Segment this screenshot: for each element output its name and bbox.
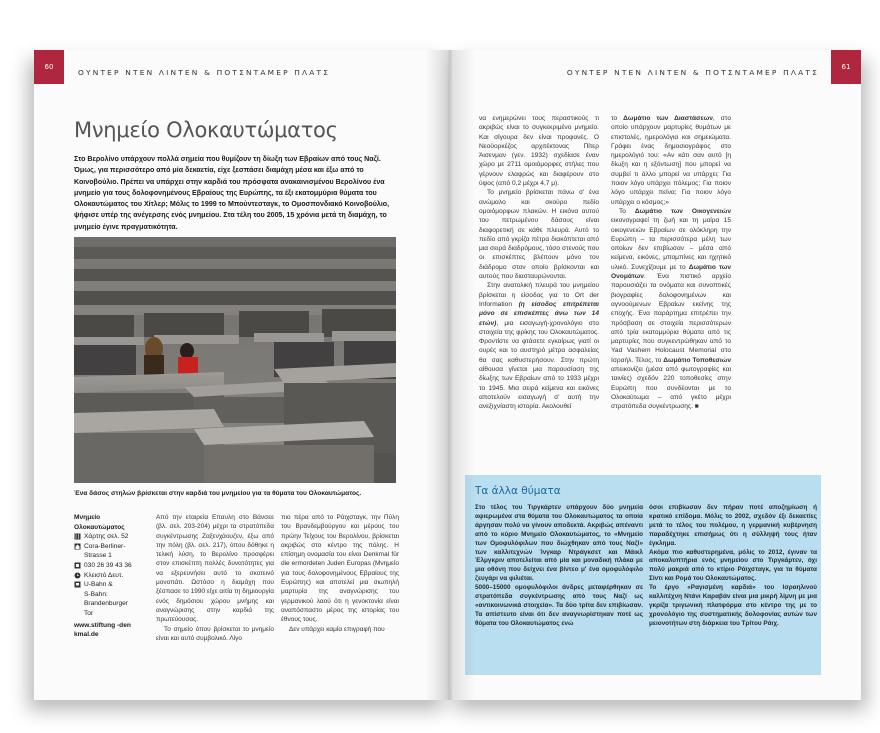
phone-icon xyxy=(74,562,81,569)
photo-caption: Ένα δάσος στηλών βρίσκεται στην καρδιά του μνημείου για τα θύματα του Ολοκαυτώματος. xyxy=(74,490,362,497)
info-address-row xyxy=(74,542,144,561)
right-body-column-2 xyxy=(611,114,731,412)
info-address-line1: Cora-Berliner- xyxy=(84,542,126,550)
box-col2-paragraph-3: Το έργο «Ραγισμένη καρδιά» του Ισραηλινού καλλιτέχνη Ντάνι Καραβάν είναι μια μικρή λίμνη με μια γκρίζα τριγωνική πλατφόρμα στο κέντρο της με το χρονολόγιο της συστηματικής δολοφονίας αυτών των μειονοτήτων στη διάρκεια του Τρίτου Ράιχ. xyxy=(649,584,817,627)
info-closed: Κλειστό Δευτ. xyxy=(84,571,124,579)
room-dimensions: Δωμάτιο των Διαστάσεων xyxy=(623,115,713,122)
info-sidebar xyxy=(74,513,144,640)
box-col1-paragraph-2: 5000–15000 ομοφυλόφιλοι άνδρες μεταφέρθηκαν σε στρατόπεδα συγκέντρωσης από τους Ναζί ως «αντικοινωνικά στοιχεία». Τα δύο τρίτα δεν επιβίωσαν. Τα απίστευτο είναι ότι δεν αναγνωρίστηκαν ποτέ ως θύματα του Ολοκαυτώματος ενώ xyxy=(475,584,643,627)
left-col2-paragraph-1: πιο πέρα από το Ράιχσταγκ, την Πύλη του Βρανδεμβούργου και μέρους του πρώην Τείχους του Βερολίνου, βρίσκεται ακριβώς στο κέντρο της πόλης. Η επίσημη ονομασία του είναι Denkmal für die ermordeten Juden Europas (Μνημείο για τους δολοφονημένους Εβραίους της Ευρώπης) και αποτελεί μια σιωπηλή μαρτυρία της αναγνώρισης του γερμανικού λαού ότι η γενοκτονία είναι αναπόσπαστο μέρος της ιστορίας του έθνους τους. xyxy=(281,514,399,624)
left-page xyxy=(34,50,449,700)
left-body-column-2 xyxy=(281,513,399,634)
info-transport-1: U-Bahn & xyxy=(84,581,113,589)
box-col2-paragraph-2: Ακόμα πιο καθυστερημένα, μόλις το 2012, έγιναν τα αποκαλυπτήρια ενός μνημείου στο Τιργκάρτεν, όχι πολύ μακριά από το κτίριο Ράιχσταγκ, για τα θύματα Σίντι και Ρομά του Ολοκαυτώματος. xyxy=(649,548,817,583)
box-column-1 xyxy=(475,504,643,629)
running-head-right: ΟΥΝΤΕΡ ΝΤΕΝ ΛΙΝΤΕΝ & ΠΟΤΣΝΤΑΜΕΡ ΠΛΑΤΣ xyxy=(566,68,819,77)
article-title: Μνημείο Ολοκαυτώματος xyxy=(74,118,338,142)
room-names: Δωμάτιο των Ονομάτων xyxy=(611,263,731,281)
right-page xyxy=(449,50,861,700)
right-col2-h: . Ένα πιστικό αρχείο παρουσιάζει τα ονόματα και συνοπτικές βιογραφίες δολοφονημένων και αγνοούμενων Εβραίων εκείνης της εποχής. Ένα παράρτημα επιτρέπει την πρόσβαση σε στοιχεία περισσότερων από τρία εκατομμύρια θύματα από τις μαρτυρίες που συγκεντρώθηκαν από το Yad Vashem Holocaust Memorial στο Ισραήλ. Τέλος, το xyxy=(611,273,731,364)
info-website-1: www.stiftung -den xyxy=(74,621,131,629)
right-col1-paragraph-1: να ενημερώνει τους περαστικούς τι ακριβώς είναι το συγκεκριμένο μνημείο. Και σίγουρα δεν είναι προφανές. Ο Νεοϋορκέζος αρχιτέκτονας Πίτερ Άισενμαν (γεν. 1932) σχεδίασε έναν χώρο με 2711 ομοιόμορφες στήλες που γέρνουν ελαφρώς και διαφέρουν στο ύψος (από 0,2 μέχρι 4,7 μ). xyxy=(479,115,599,188)
box-title: Τα άλλα θύματα xyxy=(475,485,561,497)
map-icon xyxy=(74,533,81,540)
room-places: Δωμάτιο Τοποθεσιών xyxy=(663,356,731,364)
right-col2-paragraph-1 xyxy=(611,114,731,207)
info-transport-2: S-Bahn: xyxy=(84,590,108,598)
info-hours-row xyxy=(74,571,144,581)
right-col1-paragraph-2: Το μνημείο βρίσκεται πάνω σ' ένα ανώμαλο και σκούρο πεδίο ομοιόμορφων πλακών. Η εικόνα αυτού του πετρωμένου δάσους είναι διαφορετική σε κάθε πλευρά. Αυτό το πεδίο από γκρίζα πέτρα διακόπτεται από μια σειρά διαδρόμους, τόσο στενούς που οι επισκέπτες βλέπουν μόνο τον διάδρομο στον οποίο βρίσκονται και αυτούς που διασταυρώνονται. xyxy=(479,189,599,281)
running-head-left: ΟΥΝΤΕΡ ΝΤΕΝ ΛΙΝΤΕΝ & ΠΟΤΣΝΤΑΜΕΡ ΠΛΑΤΣ xyxy=(78,68,331,77)
address-icon xyxy=(74,543,81,550)
info-map-ref: Χάρτης σελ. 52 xyxy=(84,533,129,541)
right-col2-c: , στο οποίο υπάρχουν μαρτυρίες θυμάτων με επιστολές, ημερολόγια και σημειώματα. Γράφει ένας δημοσιογράφος στο ημερολόγιό του: «Αν κάτι σαν αυτό [η δίωξη και η εξόντωση] που μπορεί να συμβεί τι άλλο μπορεί να υπάρχει; Για ποιον λόγο υπάρχει πόλεμος; Για ποιον λόγο υπάρχει πείνα; Για ποιον λόγο υπάρχει ο κόσμος;» xyxy=(611,115,731,206)
other-victims-box xyxy=(465,475,821,675)
box-column-2 xyxy=(649,504,817,629)
right-col1-paragraph-3 xyxy=(479,281,599,411)
left-col2-paragraph-2: Δεν υπάρχει καμία επιγραφή που xyxy=(289,625,385,633)
info-phone-row xyxy=(74,561,144,571)
page-number-right: 61 xyxy=(831,50,861,84)
memorial-photo xyxy=(74,237,396,483)
clock-icon xyxy=(74,572,81,579)
room-families: Δωμάτιο των Οικογενειών xyxy=(634,207,731,215)
info-address-line2: Strasse 1 xyxy=(84,552,112,560)
right-col1-p3-rest: , μια εισαγωγή-χρονολόγιο στο στοιχεία της φρίκης του Ολοκαυτώματος. Φροντίστε να φτάσετε εγκαίρως γιατί οι ουρές και το αυστηρό μέτρα ασφαλείας θα σας καθυστερήσουν. Στην πρώτη αίθουσα γίνεται μια παρουσίαση της δίωξης των Εβραίων από το 1933 μέχρι το 1945. Μια σειρά κείμενα και εικόνες αποτελούν εισαγωγή σ' αυτή την ανεξιχνίαστη ιστορία. Ακολουθεί xyxy=(479,319,599,411)
info-website-2: kmal.de xyxy=(74,631,99,639)
info-phone: 030 26 39 43 36 xyxy=(84,561,132,569)
intro-paragraph: Στο Βερολίνο υπάρχουν πολλά σημεία που θυμίζουν τη δίωξη των Εβραίων από τους Ναζί. Όμως, για περισσότερο από μία δεκαετία, είχε ξεσπάσει διαμάχη μέσα και έξω από το Κοινοβούλιο. Πρέπει να υπάρχει στην καρδιά του πρόσφατα ανακαινισμένου Βερολίνου ένα μνημείο για τους δολοφονημένους Εβραίους της Ευρώπης, τα έξι εκατομμύρια θύματα του Ολοκαυτώματος του Χίτλερ; Μόλις το 1999 το Μπούντεσταγκ, το Ομοσπονδιακό Κοινοβούλιο, ψήφισε υπέρ της ανέγερσης ενός μνημείου. Στα τέλη του 2005, 15 χρόνια μετά τη διαμάχη, το μνημείο έγινε πραγματικότητα. xyxy=(74,155,390,231)
right-col2-a: το xyxy=(611,115,624,122)
right-body-column-1 xyxy=(479,114,599,412)
right-col2-j: απεικονίζει (μέσα από φωτογραφίες και ταινίες) σχεδόν 220 τοποθεσίες στην Ευρώπη που συνδέονται με το Ολοκαύτωμα – από γκέτο μέχρι στρατόπεδα συγκέντρωσης. ■ xyxy=(611,366,731,411)
right-col2-d: Το xyxy=(619,207,635,215)
box-col1-paragraph-1: Στο τέλος του Τιργκάρτεν υπάρχουν δύο μνημεία αφιερωμένα στα θύματα του Ολοκαυτώματος τα οποία άργησαν πολύ να γίνουν αποδεκτά. Ακριβώς απέναντι από το κύριο Μνημείο Ολοκαυτώματος, το «Μνημείο των Ομοφυλόφιλων που διώχθηκαν από τους Ναζί» των καλλιτεχνών Ίνγκαρ Ντράγκσετ και Μάικλ Έλμγκριν αποτελείται από μία και μοναδική πλάκα με μια οθόνη που δείχνει ένα βίντεο μ' ένα ομοφυλόφιλο ζευγάρι να φιλιέται. xyxy=(475,504,643,583)
info-transport-row xyxy=(74,580,144,618)
left-col1-paragraph-1: Από την εταιρεία Επαυλη στο Βάνσεε (βλ. σελ. 203-204) μέχρι τα στρατόπεδα συγκέντρωσης Ζαξενχάουζεν, έξω από την πόλη (βλ. σελ. 217), όπου δόθηκε η τελική λύση, το Βερολίνο προσφέρει στον επισκέπτη πολλές δυνατότητες για να εξερευνήσει αυτό το σκοτεινό μονοπάτι. Ωστόσο η διαμάχη που ξέσπασε το 1990 είχε αιτία τη δημιουργία ενός δημόσιου χώρου μνήμης και αναγνώρισης στην καρδιά της πρωτεύουσας. xyxy=(156,514,274,624)
right-col1-p3-text: Στην ανατολική πλευρά του μνημείου βρίσκεται η είσοδος για το Ort der Information xyxy=(479,282,599,308)
info-website xyxy=(74,621,144,640)
info-name: Mνημείο Ολοκαυτώματος xyxy=(74,514,125,531)
left-col1-paragraph-2: Το σημείο όπου βρίσκεται το μνημείο είναι και αυτό συμβολικό. Λίγο xyxy=(156,625,274,642)
info-transport-3: Brandenburger xyxy=(84,600,128,608)
info-transport-4: Tor xyxy=(84,609,94,617)
left-body-column-1 xyxy=(156,513,274,643)
right-col2-paragraph-2 xyxy=(611,207,731,412)
train-icon xyxy=(74,581,81,588)
right-col1-p3-note: (η είσοδος επιτρέπεται μόνο σε επισκέπτες άνω των 14 ετών) xyxy=(479,300,599,327)
info-map-row xyxy=(74,532,144,542)
page-number-left: 60 xyxy=(34,50,64,84)
open-magazine-spread xyxy=(20,40,862,705)
right-col2-f: εικονογραφεί τη ζωή και τη μοίρα 15 οικογενειών Εβραίων σε ολόκληρη την Ευρώπη – τα περισσότερα μέλη των οποίων δεν επιβίωσαν – μέσα από κείμενα, εικόνες, μπομπίνες και ηχητικό υλικό. Συνεχίζουμε με το xyxy=(611,217,731,271)
box-col2-paragraph-1: όσοι επιβίωσαν δεν πήραν ποτέ αποζημίωση ή κρατικό επίδομα. Μόλις το 2002, σχεδόν έξι δεκαετίες μετά το τέλος του πολέμου, η γερμανική κυβέρνηση παραδέχτηκε επισήμως ότι η σύλληψή τους ήταν έγκλημα. xyxy=(649,504,817,547)
